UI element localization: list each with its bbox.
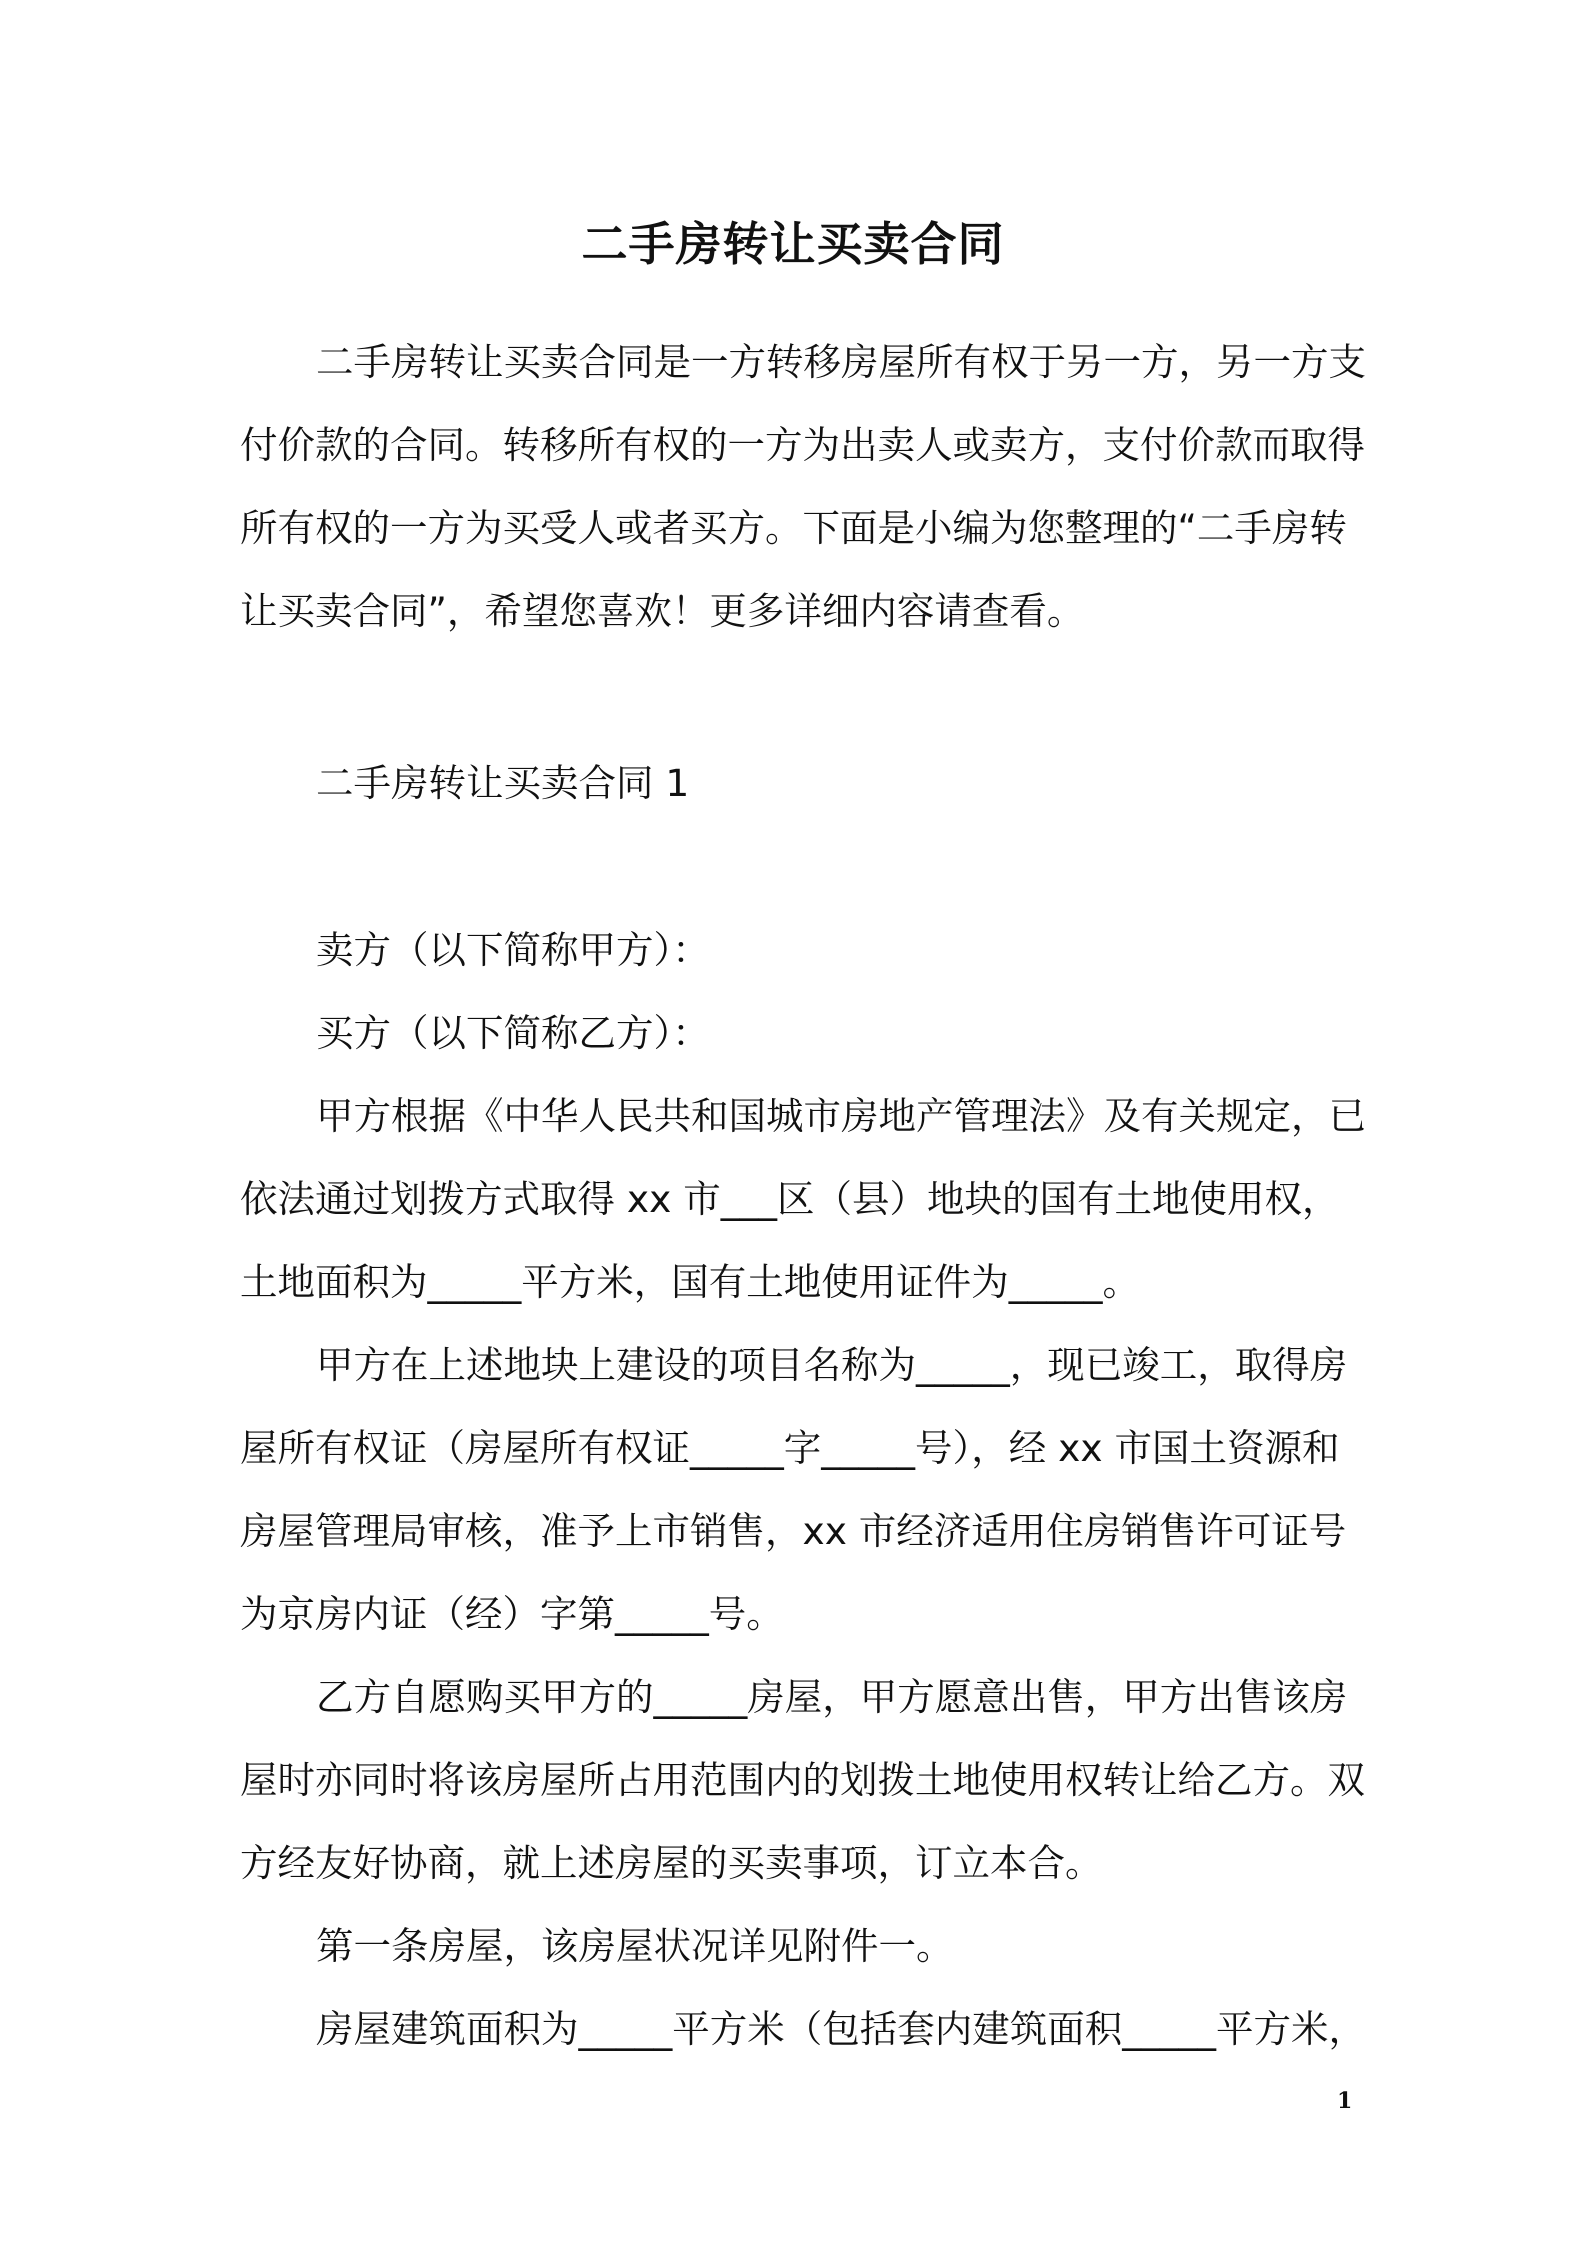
clause-line-10: 方经友好协商，就上述房屋的买卖事项，订立本合。 — [240, 1841, 1103, 1885]
clause-line-5: 屋所有权证（房屋所有权证_____字_____号），经 xx 市国土资源和 — [240, 1426, 1340, 1470]
intro-line-4: 让买卖合同”，希望您喜欢！更多详细内容请查看。 — [240, 589, 1085, 633]
clause-line-9: 屋时亦同时将该房屋所占用范围内的划拨土地使用权转让给乙方。双 — [240, 1758, 1365, 1802]
area-line: 房屋建筑面积为_____平方米（包括套内建筑面积_____平方米， — [316, 2007, 1366, 2051]
document-title: 二手房转让买卖合同 — [581, 217, 1005, 271]
clause-line-4: 甲方在上述地块上建设的项目名称为_____，现已竣工，取得房 — [316, 1343, 1348, 1387]
intro-line-1: 二手房转让买卖合同是一方转移房屋所有权于另一方，另一方支 — [316, 340, 1366, 384]
clause-line-1: 甲方根据《中华人民共和国城市房地产管理法》及有关规定，已 — [316, 1094, 1366, 1138]
clause-line-8: 乙方自愿购买甲方的_____房屋，甲方愿意出售，甲方出售该房 — [316, 1675, 1348, 1719]
article-one-line: 第一条房屋，该房屋状况详见附件一。 — [316, 1924, 954, 1968]
section-heading: 二手房转让买卖合同 1 — [316, 761, 690, 805]
buyer-line: 买方（以下简称乙方）： — [316, 1011, 710, 1055]
clause-line-2: 依法通过划拨方式取得 xx 市___区（县）地块的国有土地使用权， — [240, 1177, 1340, 1221]
clause-line-3: 土地面积为_____平方米，国有土地使用证件为_____。 — [240, 1260, 1140, 1304]
page-number: 1 — [1337, 2088, 1353, 2114]
intro-line-3: 所有权的一方为买受人或者买方。下面是小编为您整理的“二手房转 — [240, 506, 1347, 550]
seller-line: 卖方（以下简称甲方）： — [316, 928, 710, 972]
intro-line-2: 付价款的合同。转移所有权的一方为出卖人或卖方，支付价款而取得 — [240, 423, 1365, 467]
clause-line-7: 为京房内证（经）字第_____号。 — [240, 1592, 784, 1636]
clause-line-6: 房屋管理局审核，准予上市销售，xx 市经济适用住房销售许可证号 — [240, 1509, 1347, 1553]
